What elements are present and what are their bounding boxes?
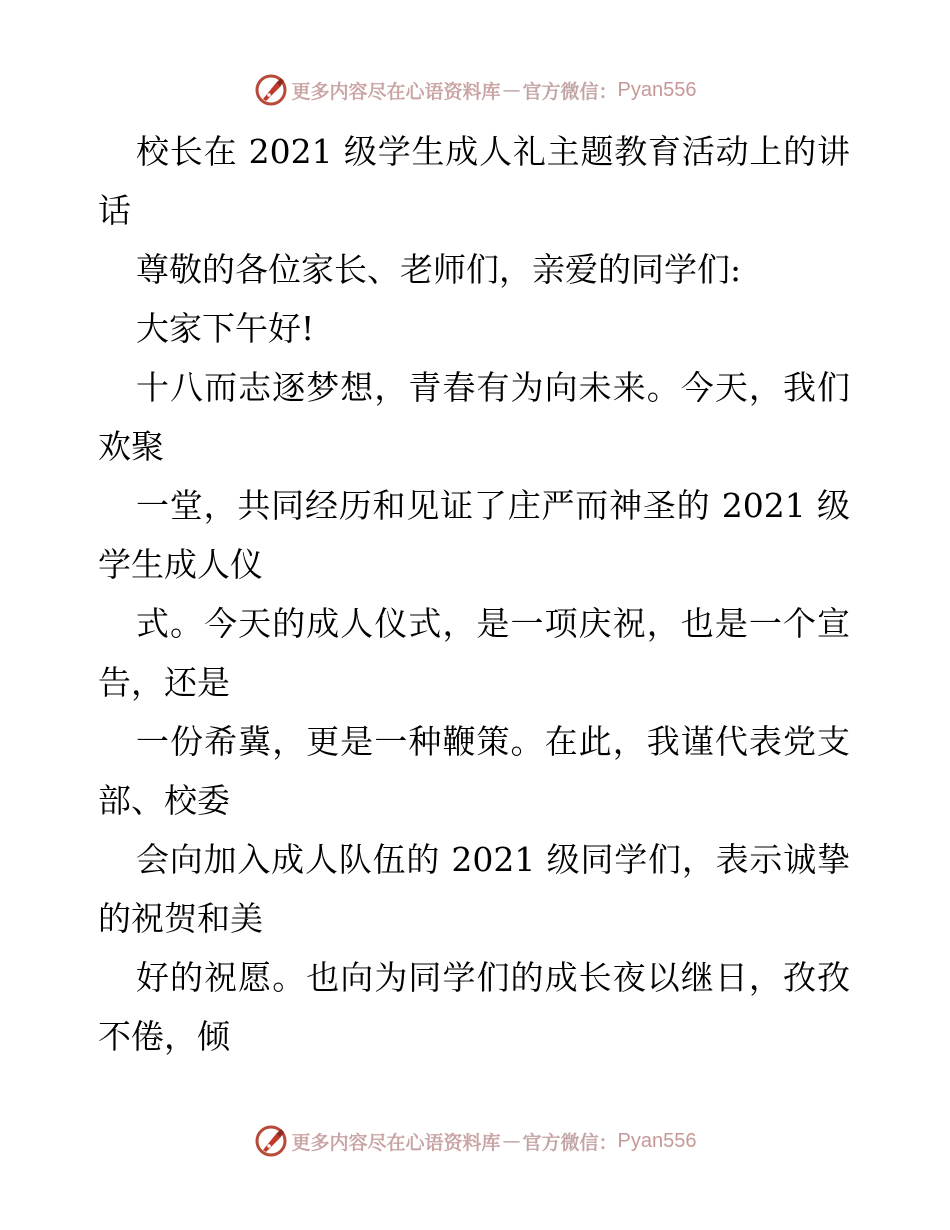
banner-wechat-label: 官方微信： (522, 1131, 618, 1154)
doc-line: 一堂，共同经历和见证了庄严而神圣的 2021 级 (136, 486, 850, 525)
doc-line: 式。今天的成人仪式，是一项庆祝，也是一个宣 (136, 604, 850, 643)
pen-nib-logo-icon (254, 1124, 288, 1158)
doc-line: 学生成人仪 (98, 545, 263, 584)
doc-line-title: 校长在 2021 级学生成人礼主题教育活动上的讲 (136, 132, 850, 171)
banner-site-text: 更多内容尽在心语资料库 (291, 80, 501, 103)
banner-separator: — (502, 1130, 521, 1152)
doc-line-salutation: 尊敬的各位家长、老师们，亲爱的同学们: (136, 250, 742, 289)
header-banner (0, 70, 950, 110)
footer-banner (0, 1121, 950, 1161)
doc-line: 十八而志逐梦想，青春有为向未来。今天，我们 (136, 368, 850, 407)
banner-wechat-id: Pyan556 (617, 78, 697, 101)
doc-line: 部、校委 (98, 781, 230, 820)
pen-nib-logo-icon (254, 73, 288, 107)
banner-site-text: 更多内容尽在心语资料库 (291, 1131, 501, 1154)
doc-line-greeting: 大家下午好! (136, 309, 315, 348)
banner-separator: — (502, 79, 521, 101)
document-body (98, 122, 850, 1066)
doc-line: 告，还是 (98, 663, 230, 702)
doc-line: 会向加入成人队伍的 2021 级同学们，表示诚挚 (136, 840, 850, 879)
doc-line: 话 (98, 191, 131, 230)
doc-line: 好的祝愿。也向为同学们的成长夜以继日，孜孜 (136, 958, 850, 997)
doc-line: 不倦，倾 (98, 1017, 230, 1056)
doc-line: 欢聚 (98, 427, 164, 466)
doc-line: 一份希冀，更是一种鞭策。在此，我谨代表党支 (136, 722, 850, 761)
banner-wechat-id: Pyan556 (617, 1129, 697, 1152)
doc-line: 的祝贺和美 (98, 899, 263, 938)
banner-wechat-label: 官方微信： (522, 80, 618, 103)
